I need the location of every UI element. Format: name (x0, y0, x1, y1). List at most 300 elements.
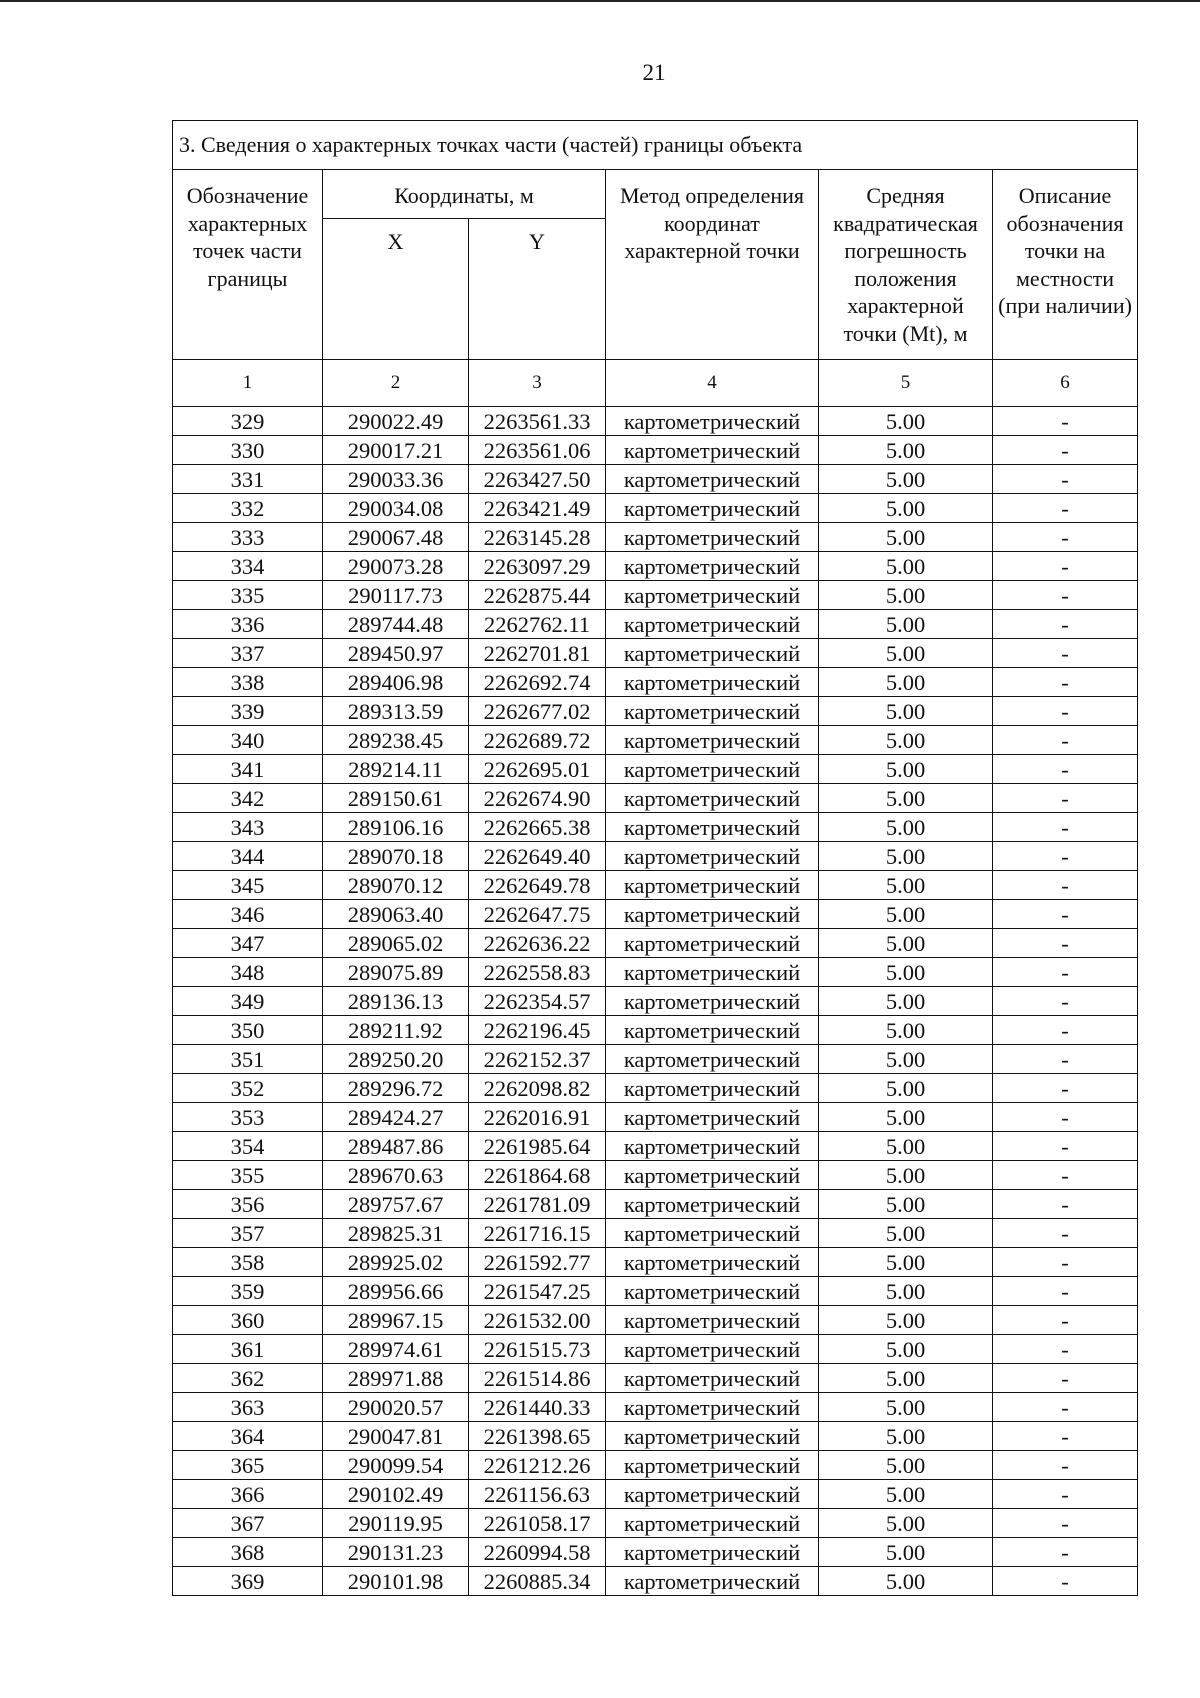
description-cell: - (993, 1045, 1138, 1074)
table-row (173, 697, 1138, 726)
error-cell: 5.00 (819, 784, 993, 813)
x-coordinate-cell: 289670.63 (323, 1161, 469, 1190)
error-cell: 5.00 (819, 1538, 993, 1567)
x-coordinate-cell: 289075.89 (323, 958, 469, 987)
y-coordinate-cell: 2262098.82 (469, 1074, 606, 1103)
point-number-cell: 337 (173, 639, 323, 668)
table-row (173, 871, 1138, 900)
error-cell: 5.00 (819, 697, 993, 726)
error-cell: 5.00 (819, 1161, 993, 1190)
method-cell: картометрический (606, 1045, 819, 1074)
y-coordinate-cell: 2261864.68 (469, 1161, 606, 1190)
table-row (173, 668, 1138, 697)
table-row (173, 1480, 1138, 1509)
method-cell: картометрический (606, 1538, 819, 1567)
x-coordinate-cell: 289406.98 (323, 668, 469, 697)
method-cell: картометрический (606, 610, 819, 639)
x-coordinate-cell: 289070.12 (323, 871, 469, 900)
error-cell: 5.00 (819, 639, 993, 668)
table-row (173, 465, 1138, 494)
error-cell: 5.00 (819, 523, 993, 552)
error-cell: 5.00 (819, 407, 993, 436)
error-cell: 5.00 (819, 1219, 993, 1248)
point-number-cell: 360 (173, 1306, 323, 1335)
x-coordinate-cell: 289967.15 (323, 1306, 469, 1335)
table-row (173, 1248, 1138, 1277)
method-cell: картометрический (606, 1190, 819, 1219)
point-number-cell: 356 (173, 1190, 323, 1219)
point-number-cell: 361 (173, 1335, 323, 1364)
x-coordinate-cell: 290101.98 (323, 1567, 469, 1596)
method-cell: картометрический (606, 523, 819, 552)
point-number-cell: 368 (173, 1538, 323, 1567)
description-cell: - (993, 1074, 1138, 1103)
table-row (173, 1306, 1138, 1335)
method-cell: картометрический (606, 900, 819, 929)
description-cell: - (993, 929, 1138, 958)
y-coordinate-cell: 2263097.29 (469, 552, 606, 581)
point-number-cell: 364 (173, 1422, 323, 1451)
x-coordinate-cell: 289238.45 (323, 726, 469, 755)
table-row (173, 581, 1138, 610)
description-cell: - (993, 958, 1138, 987)
column-number: 1 (173, 360, 323, 407)
table-row (173, 1422, 1138, 1451)
column-number: 6 (993, 360, 1138, 407)
error-cell: 5.00 (819, 929, 993, 958)
x-coordinate-cell: 290022.49 (323, 407, 469, 436)
method-cell: картометрический (606, 987, 819, 1016)
point-number-cell: 350 (173, 1016, 323, 1045)
error-cell: 5.00 (819, 1074, 993, 1103)
method-cell: картометрический (606, 1509, 819, 1538)
point-number-cell: 333 (173, 523, 323, 552)
table-row (173, 494, 1138, 523)
description-cell: - (993, 1393, 1138, 1422)
y-coordinate-cell: 2262649.78 (469, 871, 606, 900)
point-number-cell: 357 (173, 1219, 323, 1248)
description-cell: - (993, 784, 1138, 813)
point-number-cell: 346 (173, 900, 323, 929)
y-coordinate-cell: 2261514.86 (469, 1364, 606, 1393)
y-coordinate-cell: 2262196.45 (469, 1016, 606, 1045)
x-coordinate-cell: 289250.20 (323, 1045, 469, 1074)
error-cell: 5.00 (819, 1393, 993, 1422)
point-number-cell: 359 (173, 1277, 323, 1306)
error-cell: 5.00 (819, 813, 993, 842)
table-row (173, 726, 1138, 755)
point-number-cell: 336 (173, 610, 323, 639)
column-number: 3 (469, 360, 606, 407)
y-coordinate-cell: 2262558.83 (469, 958, 606, 987)
x-coordinate-cell: 289487.86 (323, 1132, 469, 1161)
table-row (173, 1161, 1138, 1190)
y-coordinate-cell: 2260994.58 (469, 1538, 606, 1567)
point-number-cell: 330 (173, 436, 323, 465)
y-coordinate-cell: 2261212.26 (469, 1451, 606, 1480)
description-cell: - (993, 1132, 1138, 1161)
y-coordinate-cell: 2261532.00 (469, 1306, 606, 1335)
error-cell: 5.00 (819, 1277, 993, 1306)
y-coordinate-cell: 2262649.40 (469, 842, 606, 871)
table-row (173, 1451, 1138, 1480)
description-cell: - (993, 1451, 1138, 1480)
header-x: X (323, 219, 469, 360)
description-cell: - (993, 1103, 1138, 1132)
error-cell: 5.00 (819, 755, 993, 784)
description-cell: - (993, 1422, 1138, 1451)
x-coordinate-cell: 289744.48 (323, 610, 469, 639)
error-cell: 5.00 (819, 610, 993, 639)
point-number-cell: 339 (173, 697, 323, 726)
table-row (173, 1364, 1138, 1393)
method-cell: картометрический (606, 1306, 819, 1335)
table-row (173, 1538, 1138, 1567)
method-cell: картометрический (606, 1016, 819, 1045)
description-cell: - (993, 639, 1138, 668)
point-number-cell: 363 (173, 1393, 323, 1422)
error-cell: 5.00 (819, 581, 993, 610)
method-cell: картометрический (606, 1567, 819, 1596)
y-coordinate-cell: 2262701.81 (469, 639, 606, 668)
error-cell: 5.00 (819, 1248, 993, 1277)
caption-row (173, 121, 1138, 170)
method-cell: картометрический (606, 842, 819, 871)
method-cell: картометрический (606, 1074, 819, 1103)
method-cell: картометрический (606, 1393, 819, 1422)
error-cell: 5.00 (819, 552, 993, 581)
description-cell: - (993, 436, 1138, 465)
x-coordinate-cell: 290017.21 (323, 436, 469, 465)
description-cell: - (993, 494, 1138, 523)
y-coordinate-cell: 2261985.64 (469, 1132, 606, 1161)
table-row (173, 1393, 1138, 1422)
table-row (173, 1045, 1138, 1074)
method-cell: картометрический (606, 436, 819, 465)
table-row (173, 552, 1138, 581)
table-row (173, 784, 1138, 813)
description-cell: - (993, 987, 1138, 1016)
header-description: Описание обозначения точки на местности (при наличии) (993, 170, 1138, 360)
description-cell: - (993, 1335, 1138, 1364)
point-number-cell: 348 (173, 958, 323, 987)
section-title: 3. Сведения о характерных точках части (частей) границы объекта (173, 121, 1138, 170)
error-cell: 5.00 (819, 1509, 993, 1538)
x-coordinate-cell: 289296.72 (323, 1074, 469, 1103)
point-number-cell: 331 (173, 465, 323, 494)
method-cell: картометрический (606, 813, 819, 842)
description-cell: - (993, 900, 1138, 929)
y-coordinate-cell: 2261440.33 (469, 1393, 606, 1422)
description-cell: - (993, 1480, 1138, 1509)
error-cell: 5.00 (819, 1422, 993, 1451)
method-cell: картометрический (606, 552, 819, 581)
y-coordinate-cell: 2262674.90 (469, 784, 606, 813)
description-cell: - (993, 1306, 1138, 1335)
description-cell: - (993, 1277, 1138, 1306)
y-coordinate-cell: 2260885.34 (469, 1567, 606, 1596)
y-coordinate-cell: 2262689.72 (469, 726, 606, 755)
table-row (173, 407, 1138, 436)
y-coordinate-cell: 2263145.28 (469, 523, 606, 552)
table-row (173, 1277, 1138, 1306)
point-number-cell: 353 (173, 1103, 323, 1132)
error-cell: 5.00 (819, 958, 993, 987)
point-number-cell: 341 (173, 755, 323, 784)
method-cell: картометрический (606, 494, 819, 523)
point-number-cell: 343 (173, 813, 323, 842)
table-row (173, 1016, 1138, 1045)
table-row (173, 1335, 1138, 1364)
error-cell: 5.00 (819, 1335, 993, 1364)
y-coordinate-cell: 2263561.33 (469, 407, 606, 436)
point-number-cell: 344 (173, 842, 323, 871)
method-cell: картометрический (606, 1451, 819, 1480)
error-cell: 5.00 (819, 1132, 993, 1161)
x-coordinate-cell: 290119.95 (323, 1509, 469, 1538)
y-coordinate-cell: 2263561.06 (469, 436, 606, 465)
description-cell: - (993, 523, 1138, 552)
method-cell: картометрический (606, 1132, 819, 1161)
error-cell: 5.00 (819, 1306, 993, 1335)
method-cell: картометрический (606, 1219, 819, 1248)
description-cell: - (993, 1016, 1138, 1045)
description-cell: - (993, 668, 1138, 697)
method-cell: картометрический (606, 929, 819, 958)
description-cell: - (993, 871, 1138, 900)
point-number-cell: 349 (173, 987, 323, 1016)
point-number-cell: 351 (173, 1045, 323, 1074)
header-method: Метод определения координат характерной точки (606, 170, 819, 360)
header-row-1 (173, 170, 1138, 219)
x-coordinate-cell: 289956.66 (323, 1277, 469, 1306)
y-coordinate-cell: 2262692.74 (469, 668, 606, 697)
header-designation: Обозначение характерных точек части границы (173, 170, 323, 360)
table-row (173, 1103, 1138, 1132)
x-coordinate-cell: 289825.31 (323, 1219, 469, 1248)
error-cell: 5.00 (819, 494, 993, 523)
x-coordinate-cell: 290131.23 (323, 1538, 469, 1567)
error-cell: 5.00 (819, 436, 993, 465)
column-number: 2 (323, 360, 469, 407)
point-number-cell: 340 (173, 726, 323, 755)
table-row (173, 987, 1138, 1016)
description-cell: - (993, 1567, 1138, 1596)
x-coordinate-cell: 290020.57 (323, 1393, 469, 1422)
point-number-cell: 369 (173, 1567, 323, 1596)
error-cell: 5.00 (819, 1364, 993, 1393)
description-cell: - (993, 1219, 1138, 1248)
error-cell: 5.00 (819, 1190, 993, 1219)
column-numbers-row (173, 360, 1138, 407)
point-number-cell: 367 (173, 1509, 323, 1538)
x-coordinate-cell: 289214.11 (323, 755, 469, 784)
description-cell: - (993, 842, 1138, 871)
method-cell: картометрический (606, 407, 819, 436)
error-cell: 5.00 (819, 842, 993, 871)
description-cell: - (993, 1538, 1138, 1567)
x-coordinate-cell: 290033.36 (323, 465, 469, 494)
point-number-cell: 335 (173, 581, 323, 610)
description-cell: - (993, 1364, 1138, 1393)
y-coordinate-cell: 2261515.73 (469, 1335, 606, 1364)
y-coordinate-cell: 2262016.91 (469, 1103, 606, 1132)
table-row (173, 1190, 1138, 1219)
table-row (173, 1132, 1138, 1161)
point-number-cell: 332 (173, 494, 323, 523)
table-body (173, 407, 1138, 1596)
description-cell: - (993, 1161, 1138, 1190)
y-coordinate-cell: 2261058.17 (469, 1509, 606, 1538)
error-cell: 5.00 (819, 1103, 993, 1132)
point-number-cell: 358 (173, 1248, 323, 1277)
method-cell: картометрический (606, 668, 819, 697)
y-coordinate-cell: 2262695.01 (469, 755, 606, 784)
error-cell: 5.00 (819, 1451, 993, 1480)
top-border (0, 0, 1200, 2)
x-coordinate-cell: 289424.27 (323, 1103, 469, 1132)
y-coordinate-cell: 2262762.11 (469, 610, 606, 639)
x-coordinate-cell: 289065.02 (323, 929, 469, 958)
description-cell: - (993, 697, 1138, 726)
y-coordinate-cell: 2261716.15 (469, 1219, 606, 1248)
error-cell: 5.00 (819, 465, 993, 494)
table-row (173, 523, 1138, 552)
method-cell: картометрический (606, 784, 819, 813)
point-number-cell: 338 (173, 668, 323, 697)
description-cell: - (993, 726, 1138, 755)
method-cell: картометрический (606, 1335, 819, 1364)
table-row (173, 958, 1138, 987)
table-row (173, 842, 1138, 871)
error-cell: 5.00 (819, 726, 993, 755)
error-cell: 5.00 (819, 871, 993, 900)
method-cell: картометрический (606, 581, 819, 610)
y-coordinate-cell: 2261781.09 (469, 1190, 606, 1219)
y-coordinate-cell: 2263427.50 (469, 465, 606, 494)
method-cell: картометрический (606, 465, 819, 494)
x-coordinate-cell: 290073.28 (323, 552, 469, 581)
x-coordinate-cell: 289974.61 (323, 1335, 469, 1364)
x-coordinate-cell: 289211.92 (323, 1016, 469, 1045)
x-coordinate-cell: 290099.54 (323, 1451, 469, 1480)
method-cell: картометрический (606, 726, 819, 755)
method-cell: картометрический (606, 871, 819, 900)
column-number: 4 (606, 360, 819, 407)
x-coordinate-cell: 289136.13 (323, 987, 469, 1016)
y-coordinate-cell: 2261592.77 (469, 1248, 606, 1277)
x-coordinate-cell: 289063.40 (323, 900, 469, 929)
y-coordinate-cell: 2262677.02 (469, 697, 606, 726)
x-coordinate-cell: 289757.67 (323, 1190, 469, 1219)
y-coordinate-cell: 2261398.65 (469, 1422, 606, 1451)
description-cell: - (993, 1190, 1138, 1219)
header-coordinates: Координаты, м (323, 170, 606, 219)
x-coordinate-cell: 289450.97 (323, 639, 469, 668)
x-coordinate-cell: 290117.73 (323, 581, 469, 610)
table-row (173, 1219, 1138, 1248)
method-cell: картометрический (606, 1480, 819, 1509)
method-cell: картометрический (606, 1248, 819, 1277)
error-cell: 5.00 (819, 668, 993, 697)
y-coordinate-cell: 2262665.38 (469, 813, 606, 842)
method-cell: картометрический (606, 1277, 819, 1306)
header-y: Y (469, 219, 606, 360)
page-number: 21 (642, 60, 666, 85)
points-table (172, 120, 1138, 1596)
error-cell: 5.00 (819, 900, 993, 929)
method-cell: картометрический (606, 1364, 819, 1393)
header-error: Средняя квадратическая погрешность положения характерной точки (Mt), м (819, 170, 993, 360)
point-number-cell: 347 (173, 929, 323, 958)
y-coordinate-cell: 2262875.44 (469, 581, 606, 610)
method-cell: картометрический (606, 1103, 819, 1132)
description-cell: - (993, 552, 1138, 581)
table-row (173, 929, 1138, 958)
table-row (173, 1074, 1138, 1103)
x-coordinate-cell: 290047.81 (323, 1422, 469, 1451)
table-row (173, 755, 1138, 784)
table-row (173, 610, 1138, 639)
method-cell: картометрический (606, 639, 819, 668)
table-row (173, 813, 1138, 842)
x-coordinate-cell: 289106.16 (323, 813, 469, 842)
x-coordinate-cell: 289150.61 (323, 784, 469, 813)
table-row (173, 639, 1138, 668)
error-cell: 5.00 (819, 1045, 993, 1074)
description-cell: - (993, 1248, 1138, 1277)
x-coordinate-cell: 290102.49 (323, 1480, 469, 1509)
y-coordinate-cell: 2262636.22 (469, 929, 606, 958)
point-number-cell: 362 (173, 1364, 323, 1393)
method-cell: картометрический (606, 697, 819, 726)
y-coordinate-cell: 2263421.49 (469, 494, 606, 523)
error-cell: 5.00 (819, 1016, 993, 1045)
description-cell: - (993, 813, 1138, 842)
y-coordinate-cell: 2262152.37 (469, 1045, 606, 1074)
point-number-cell: 352 (173, 1074, 323, 1103)
description-cell: - (993, 610, 1138, 639)
x-coordinate-cell: 289971.88 (323, 1364, 469, 1393)
point-number-cell: 366 (173, 1480, 323, 1509)
y-coordinate-cell: 2262354.57 (469, 987, 606, 1016)
description-cell: - (993, 755, 1138, 784)
column-number: 5 (819, 360, 993, 407)
table-row (173, 1567, 1138, 1596)
table-row (173, 900, 1138, 929)
y-coordinate-cell: 2261156.63 (469, 1480, 606, 1509)
point-number-cell: 355 (173, 1161, 323, 1190)
method-cell: картометрический (606, 958, 819, 987)
method-cell: картометрический (606, 755, 819, 784)
x-coordinate-cell: 290067.48 (323, 523, 469, 552)
description-cell: - (993, 581, 1138, 610)
point-number-cell: 365 (173, 1451, 323, 1480)
error-cell: 5.00 (819, 1480, 993, 1509)
method-cell: картометрический (606, 1161, 819, 1190)
x-coordinate-cell: 289313.59 (323, 697, 469, 726)
x-coordinate-cell: 289070.18 (323, 842, 469, 871)
description-cell: - (993, 407, 1138, 436)
error-cell: 5.00 (819, 1567, 993, 1596)
table-row (173, 1509, 1138, 1538)
method-cell: картометрический (606, 1422, 819, 1451)
description-cell: - (993, 465, 1138, 494)
point-number-cell: 345 (173, 871, 323, 900)
error-cell: 5.00 (819, 987, 993, 1016)
table-row (173, 436, 1138, 465)
point-number-cell: 334 (173, 552, 323, 581)
